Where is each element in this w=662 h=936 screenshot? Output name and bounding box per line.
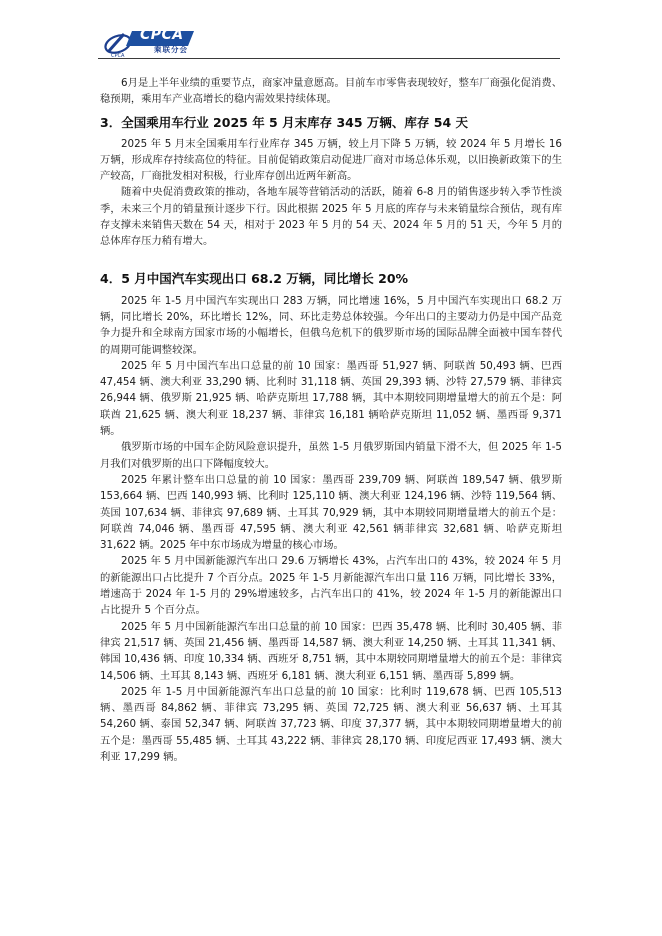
- intro-paragraph: 6月是上半年业绩的重要节点，商家冲量意愿高。目前车市零售表现较好，整车厂商强化促消费、稳预期，乘用车产业高增长的稳内需效果持续体现。: [100, 77, 562, 106]
- section-4-paragraph-1: 2025 年 1-5 月中国汽车实现出口 283 万辆，同比增速 16%，5 月中国汽车实现出口 68.2 万辆，同比增长 20%，环比增长 12%，同、环比走势总体较强。今年出口的主要动力仍是中国产品竞争力提升和全球南方国家市场的小幅增长，但俄乌危机下的俄罗斯市场的国际品牌全面被中国车替代的周期可能调整较深。: [100, 294, 562, 356]
- section-4-paragraph-7: 2025 年 1-5 月中国新能源汽车出口总量的前 10 国家：比利时 119,678 辆、巴西 105,513 辆、墨西哥 84,862 辆、菲律宾 73,295 辆、英国 72,725 辆、澳大利亚 56,637 辆、土耳其 54,260 辆、泰国 52,347 辆、阿联酋 37,723 辆、印度 37,377 辆，其中本期较同期增量增大的前五个是：墨西哥 55,485 辆、土耳其 43,222 辆、菲律宾 28,170 辆、印度尼西亚 17,493 辆、澳大利亚 17,299 辆。: [100, 685, 562, 763]
- logo-text: CPCA: [140, 27, 184, 43]
- section-4-paragraph-6: 2025 年 5 月中国新能源汽车出口总量的前 10 国家：巴西 35,478 辆、比利时 30,405 辆、菲律宾 21,517 辆、英国 21,456 辆、墨西哥 14,587 辆、澳大利亚 14,250 辆、土耳其 11,341 辆、韩国 10,436 辆、印度 10,334 辆、西班牙 8,751 辆，其中本期较同期增量增大的前五个是：菲律宾 14,506 辆、土耳其 8,143 辆、西班牙 6,181 辆、澳大利亚 6,151 辆、墨西哥 5,899 辆。: [100, 620, 562, 682]
- section-4-paragraph-4: 2025 年累计整车出口总量的前 10 国家：墨西哥 239,709 辆、阿联酋 189,547 辆、俄罗斯 153,664 辆、巴西 140,993 辆、比利时 125,110 辆、澳大利亚 124,196 辆、沙特 119,564 辆、英国 107,634 辆、菲律宾 97,689 辆、土耳其 70,929 辆，其中本期较同期增量增大的前五个是：阿联酋 74,046 辆、墨西哥 47,595 辆、澳大利亚 42,561 辆菲律宾 32,681 辆、哈萨克斯坦 31,622 辆。2025 年中东市场成为增量的核心市场。: [100, 473, 562, 552]
- page-header: [98, 26, 560, 66]
- logo-chinese-text: 乘联分会: [154, 45, 188, 54]
- section-4-paragraph-5: 2025 年 5 月中国新能源汽车出口 29.6 万辆增长 43%，占汽车出口的 43%，较 2024 年 5 月的新能源出口占比提升 7 个百分点。2025 年 1-5 月新能源汽车出口量 116 万辆，同比增长 33%，增速高于 2024 年 1-5 月的 29%增速较多，占汽车出口的 41%，较 2024 年 1-5 月的新能源出口占比提升 5 个百分点。: [100, 555, 562, 617]
- section-4-paragraph-2: 2025 年 5 月中国汽车出口总量的前 10 国家：墨西哥 51,927 辆、阿联酋 50,493 辆、巴西 47,454 辆、澳大利亚 33,290 辆、比利时 31,118 辆、英国 29,393 辆、沙特 27,579 辆、菲律宾 26,944 辆、俄罗斯 21,925 辆、哈萨克斯坦 17,788 辆，其中本期较同期增量增大的前五个是：阿联酋 21,625 辆、澳大利亚 18,237 辆、菲律宾 16,181 辆哈萨克斯坦 11,052 辆、墨西哥 9,371 辆。: [100, 359, 562, 438]
- document-body: [100, 75, 562, 765]
- section-3-heading: 3．全国乘用车行业 2025 年 5 月末库存 345 万辆、库存 54 天: [100, 114, 468, 130]
- header-divider: [98, 58, 560, 59]
- section-3-paragraph-2: 随着中央促消费政策的推动，各地车展等营销活动的活跃，随着 6-8 月的销售逐步转入季节性淡季，未来三个月的销量预计逐步下行。因此根据 2025 年 5 月底的库存与未来销量综合预估，现有库存支撑未来销售天数在 54 天，相对于 2023 年 5 月的 54 天、2024 年 5 月的 51 天，今年 5 月的总体库存压力稍有增大。: [100, 186, 562, 248]
- section-3-paragraph-1: 2025 年 5 月末全国乘用车行业库存 345 万辆，较上月下降 5 万辆，较 2024 年 5 月增长 16 万辆，形成库存持续高位的特征。目前促销政策启动促进厂商对市场总体乐观，以旧换新政策下的生产较高，厂商批发相对积极，行业库存创出近两年新高。: [100, 137, 562, 183]
- cpca-logo: [102, 28, 222, 58]
- logo-small-text: CPCA: [111, 53, 125, 58]
- section-4-paragraph-3: 俄罗斯市场的中国车企防风险意识提升，虽然 1-5 月俄罗斯国内销量下滑不大，但 2025 年 1-5 月我们对俄罗斯的出口下降幅度较大。: [100, 441, 562, 470]
- section-4-heading: 4．5 月中国汽车实现出口 68.2 万辆，同比增长 20%: [100, 270, 409, 286]
